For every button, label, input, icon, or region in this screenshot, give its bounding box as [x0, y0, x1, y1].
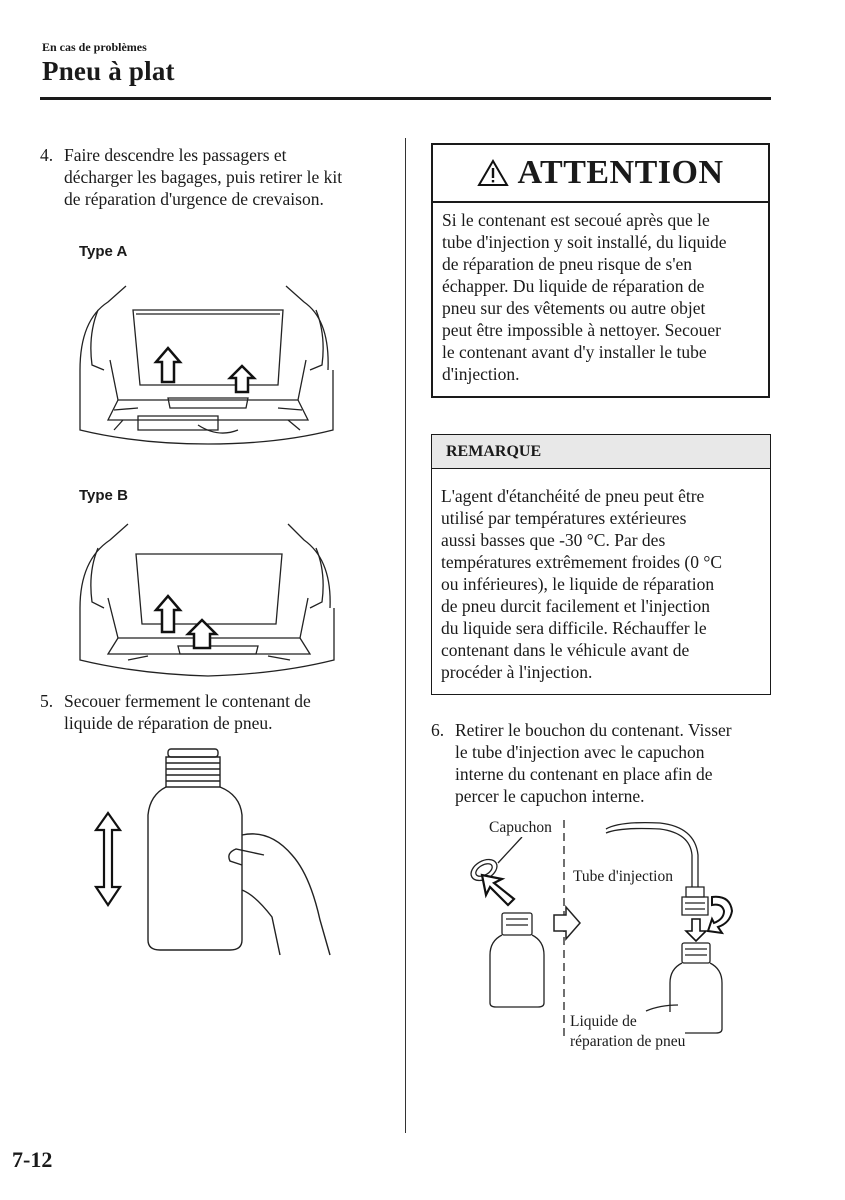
step-5-line: liquide de réparation de pneu.: [64, 713, 273, 733]
attention-line: échapper. Du liquide de réparation de: [442, 276, 705, 296]
step-6-number: 6.: [431, 720, 445, 740]
step-4-line: Faire descendre les passagers et: [64, 145, 287, 165]
remarque-box: [431, 434, 771, 695]
figure-a-label: Type A: [79, 243, 128, 260]
remarque-title: REMARQUE: [446, 443, 542, 460]
remarque-line: ou inférieures), le liquide de réparation: [441, 574, 715, 594]
attention-line: pneu sur des vêtements ou autre objet: [442, 298, 706, 318]
callout-liquid-line: Liquide de: [570, 1013, 637, 1030]
step-6-line: interne du contenant en place afin de: [455, 764, 713, 784]
step-5-number: 5.: [40, 691, 54, 711]
column-divider: [405, 138, 406, 1133]
attention-header: [433, 145, 768, 201]
page-number: 7-12: [12, 1147, 53, 1172]
callout-tube: Tube d'injection: [573, 868, 673, 885]
step-4: [40, 144, 400, 214]
remarque-line: contenant dans le véhicule avant de: [441, 640, 690, 660]
step-6-line: percer le capuchon interne.: [455, 786, 645, 806]
trunk-figure-type-b: [78, 520, 338, 680]
page-title: Pneu à plat: [42, 56, 175, 86]
attention-line: tube d'injection y soit installé, du liquide: [442, 232, 727, 252]
attention-line: le contenant avant d'y installer le tube: [442, 342, 707, 362]
callout-liquid-line: réparation de pneu: [570, 1033, 686, 1050]
attention-rule: [433, 201, 768, 203]
step-4-line: décharger les bagages, puis retirer le kit: [64, 167, 343, 187]
step-6: [431, 719, 776, 809]
remarque-line: utilisé par températures extérieures: [441, 508, 687, 528]
remarque-line: de pneu durcit facilement et l'injection: [441, 596, 710, 616]
remarque-line: aussi basses que -30 °C. Par des: [441, 530, 666, 550]
step-4-number: 4.: [40, 145, 54, 165]
attention-line: peut être impossible à nettoyer. Secouer: [442, 320, 721, 340]
attention-title: ATTENTION: [517, 154, 724, 191]
remarque-line: procéder à l'injection.: [441, 662, 593, 682]
attention-text: [442, 209, 764, 385]
remarque-line: L'agent d'étanchéité de pneu peut être: [441, 486, 705, 506]
bottle-shake-figure: [80, 745, 340, 960]
step-5: [40, 690, 400, 736]
attention-box: [431, 143, 770, 398]
step-6-line: le tube d'injection avec le capuchon: [455, 742, 705, 762]
step-4-line: de réparation d'urgence de crevaison.: [64, 189, 324, 209]
trunk-figure-type-a: [78, 280, 338, 448]
figure-b-label: Type B: [79, 487, 128, 504]
callout-liquid: [570, 1012, 685, 1052]
attention-line: de réparation de pneu risque de s'en: [442, 254, 692, 274]
warning-triangle-icon: [477, 159, 509, 187]
step-6-line: Retirer le bouchon du contenant. Visser: [455, 720, 732, 740]
attention-line: Si le contenant est secoué après que le: [442, 210, 710, 230]
title-rule: [40, 97, 771, 100]
remarque-header: [432, 435, 770, 469]
attention-line: d'injection.: [442, 364, 520, 384]
callout-cap: Capuchon: [489, 819, 552, 836]
remarque-line: du liquide sera difficile. Réchauffer le: [441, 618, 707, 638]
remarque-line: températures extrêmement froides (0 °C: [441, 552, 723, 572]
section-label: En cas de problèmes: [42, 40, 147, 54]
step-5-line: Secouer fermement le contenant de: [64, 691, 311, 711]
remarque-text: [441, 485, 765, 683]
